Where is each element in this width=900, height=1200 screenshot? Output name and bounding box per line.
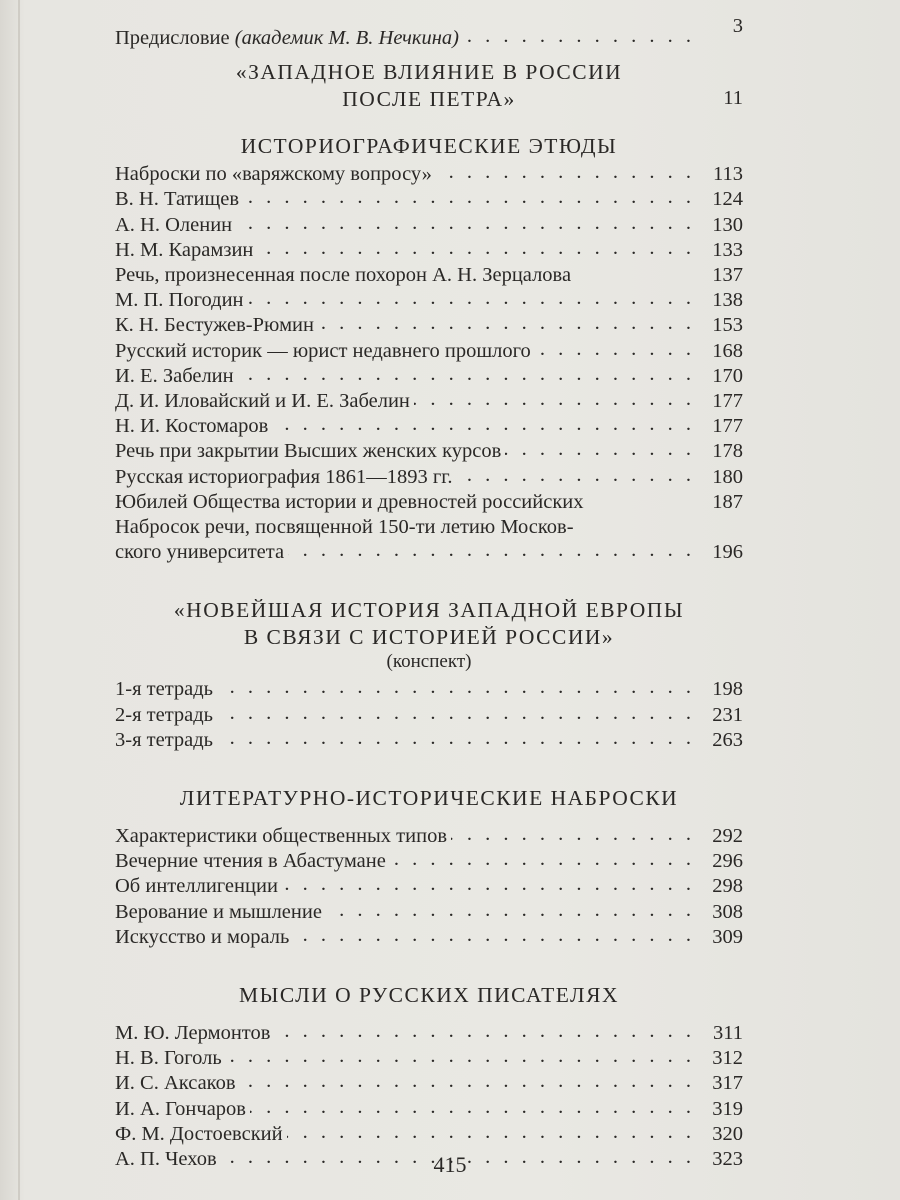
page-number: 298	[712, 875, 743, 898]
entry-title: М. П. Погодин	[115, 289, 244, 312]
page-number: 309	[712, 925, 743, 948]
entry-title: Русский историк — юрист недавнего прошлого	[115, 339, 531, 362]
entry-title-line: ского университета	[115, 541, 285, 564]
entry-title: Речь, произнесенная после похорон А. Н. Зерцалова	[115, 264, 572, 287]
entry-title: Верование и мышление	[115, 900, 322, 923]
entry-title: А. П. Чехов	[115, 1148, 217, 1171]
dot-leader	[535, 339, 695, 364]
section-heading-literary-sketches: ЛИТЕРАТУРНО-ИСТОРИЧЕСКИЕ НАБРОСКИ	[179, 786, 679, 811]
dot-leader	[272, 414, 695, 439]
toc-entry	[115, 339, 743, 364]
section-title-line: «ЗАПАДНОЕ ВЛИЯНИЕ В РОССИИ	[235, 60, 623, 85]
dot-leader	[250, 1097, 695, 1122]
page-number: 263	[712, 728, 743, 751]
section-heading-modern-europe-line2: В СВЯЗИ С ИСТОРИЕЙ РОССИИ»	[243, 625, 615, 650]
entry-title: Речь при закрытии Высших женских курсов	[115, 440, 502, 463]
page-number: 177	[712, 390, 743, 413]
dot-leader	[326, 900, 695, 925]
section-heading-russian-writers: МЫСЛИ О РУССКИХ ПИСАТЕЛЯХ	[238, 983, 620, 1008]
toc-entry	[115, 490, 743, 515]
dot-leader	[318, 314, 695, 339]
page-number: 317	[712, 1072, 743, 1095]
page-number: 323	[712, 1148, 743, 1171]
entry-title: Н. М. Карамзин	[115, 238, 254, 261]
toc-entry	[115, 1046, 743, 1071]
toc-entry	[115, 439, 743, 464]
writer-entries	[115, 1021, 743, 1172]
entry-title: Н. В. Гоголь	[115, 1047, 222, 1070]
page-number: 168	[712, 339, 743, 362]
page-number: 311	[713, 1022, 743, 1045]
toc-entry	[115, 263, 743, 288]
section-heading-western-influence	[115, 59, 743, 113]
toc-entry	[115, 414, 743, 439]
dot-leader	[456, 465, 695, 490]
toc-entry	[115, 465, 743, 490]
entry-title: Характеристики общественных типов	[115, 825, 448, 848]
toc-entry	[115, 849, 743, 874]
page-number: 178	[712, 440, 743, 463]
page-number: 177	[712, 415, 743, 438]
dot-leader	[238, 364, 695, 389]
toc-entry	[115, 162, 743, 187]
entry-title: И. С. Аксаков	[115, 1072, 236, 1095]
toc-entry	[115, 1021, 743, 1046]
entry-title: Искусство и мораль	[115, 925, 290, 948]
dot-leader	[390, 849, 695, 874]
entry-title: В. Н. Татищев	[115, 188, 240, 211]
toc-entry-preface	[115, 15, 743, 51]
toc-entry	[115, 703, 743, 728]
entry-title: 1-я тетрадь	[115, 678, 214, 701]
entry-title: Наброски по «варяжскому вопросу»	[115, 163, 432, 186]
toc-entry	[115, 187, 743, 212]
page-number: 312	[712, 1047, 743, 1070]
preface-author: (академик М. В. Нечкина)	[234, 27, 460, 49]
entry-title: Вечерние чтения в Абастумане	[115, 850, 386, 873]
toc-entry	[115, 313, 743, 338]
page-number: 138	[712, 289, 743, 312]
toc-entry	[115, 288, 743, 313]
entry-title: Об интеллигенции	[115, 875, 278, 898]
page-number: 292	[712, 825, 743, 848]
page-number: 124	[712, 188, 743, 211]
toc-entry	[115, 824, 743, 849]
page-number: 308	[712, 900, 743, 923]
toc-entry	[115, 364, 743, 389]
section-subtitle: (конспект)	[386, 651, 472, 673]
literary-entries	[115, 824, 743, 950]
entry-title: Н. И. Костомаров	[115, 415, 269, 438]
dot-leader	[287, 1122, 695, 1147]
page-number: 130	[712, 213, 743, 236]
dot-leader	[436, 162, 695, 187]
dot-leader	[257, 238, 695, 263]
toc-entry	[115, 925, 743, 950]
page-number: 137	[712, 264, 743, 287]
page-number: 319	[712, 1097, 743, 1120]
page-number: 113	[713, 163, 743, 186]
page-number: 196	[712, 541, 743, 564]
page-number: 320	[712, 1122, 743, 1145]
historiography-entries	[115, 162, 743, 515]
table-of-contents	[115, 15, 743, 1172]
toc-entry	[115, 389, 743, 414]
entry-title: Юбилей Общества истории и древностей российских	[115, 490, 584, 513]
dot-leader	[463, 26, 695, 51]
dot-leader	[414, 389, 695, 414]
toc-entry	[115, 677, 743, 702]
dot-leader	[288, 540, 695, 565]
section-title-line: ПОСЛЕ ПЕТРА»	[342, 87, 516, 112]
toc-entry	[115, 1122, 743, 1147]
preface-label: Предисловие	[115, 27, 230, 49]
entry-title: А. Н. Оленин	[115, 213, 233, 236]
entry-title: Д. И. Иловайский и И. Е. Забелин	[115, 390, 410, 413]
dot-leader	[505, 440, 695, 465]
page-number: 153	[712, 314, 743, 337]
page-number: 133	[712, 238, 743, 261]
entry-title: М. Ю. Лермонтов	[115, 1022, 271, 1045]
page-fold-line	[18, 0, 20, 1200]
dot-leader	[217, 703, 695, 728]
entry-title: 3-я тетрадь	[115, 728, 214, 751]
page-number: 296	[712, 850, 743, 873]
dot-leader	[451, 824, 695, 849]
dot-leader	[282, 875, 695, 900]
entry-title: И. А. Гончаров	[115, 1097, 246, 1120]
toc-entry	[115, 900, 743, 925]
entry-title: К. Н. Бестужев-Рюмин	[115, 314, 314, 337]
dot-leader	[274, 1021, 695, 1046]
entry-title: Русская историография 1861—1893 гг.	[115, 465, 453, 488]
dot-leader	[236, 213, 695, 238]
notebook-entries	[115, 677, 743, 753]
dot-leader	[243, 188, 695, 213]
dot-leader	[240, 1072, 695, 1097]
page-folio: 415	[433, 1152, 467, 1177]
dot-leader	[217, 728, 695, 753]
dot-leader	[226, 1046, 695, 1071]
section-heading-historiography: ИСТОРИОГРАФИЧЕСКИЕ ЭТЮДЫ	[240, 134, 618, 159]
page-number: 11	[723, 87, 743, 109]
page-number: 198	[712, 678, 743, 701]
page-number: 187	[712, 490, 743, 513]
section-heading-modern-europe: «НОВЕЙШАЯ ИСТОРИЯ ЗАПАДНОЙ ЕВРОПЫ	[173, 598, 685, 623]
entry-title: 2-я тетрадь	[115, 703, 214, 726]
dot-leader	[293, 925, 695, 950]
page-number: 3	[732, 15, 743, 37]
dot-leader	[217, 678, 695, 703]
entry-title: И. Е. Забелин	[115, 364, 234, 387]
page-number: 231	[712, 703, 743, 726]
page-number: 180	[712, 465, 743, 488]
toc-entry	[115, 1097, 743, 1122]
entry-title-line: Набросок речи, посвященной 150-ти летию Москов-	[115, 516, 574, 539]
page-number: 170	[712, 364, 743, 387]
toc-entry	[115, 213, 743, 238]
entry-title: Ф. М. Достоевский	[115, 1122, 283, 1145]
toc-entry	[115, 874, 743, 899]
toc-entry	[115, 238, 743, 263]
dot-leader	[248, 288, 695, 313]
toc-entry-wrapped	[115, 515, 743, 565]
toc-entry	[115, 1071, 743, 1096]
toc-entry	[115, 728, 743, 753]
